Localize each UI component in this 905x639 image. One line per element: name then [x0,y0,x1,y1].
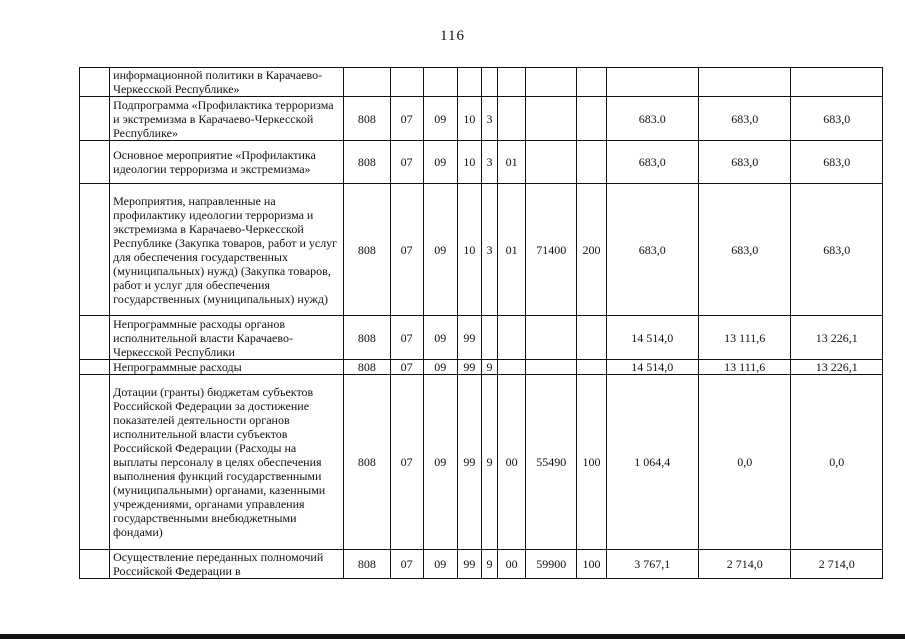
cell-year3: 683,0 [791,184,883,316]
cell-cs3 [498,360,526,375]
cell-vr: 100 [577,375,606,550]
row-name: Подпрограмма «Профилактика терроризма и экстремизма в Карачаево-Черкесской Республике» [110,97,344,141]
cell-year1: 14 514,0 [606,360,698,375]
cell-rz: 07 [390,97,423,141]
row-name: Дотации (гранты) бюджетам субъектов Российской Федерации за достижение показателей деятельности органов исполнительной власти субъектов Российской Федерации (Расходы на выплаты персоналу в целях обеспечения выполнения функций государственными (муниципальными) органами, казенными учреждениями, органами управления государственными внебюджетными фондами) [110,375,344,550]
cell-rz: 07 [390,184,423,316]
cell-year3: 683,0 [791,97,883,141]
cell-rz [390,68,423,97]
cell-cs2: 3 [481,97,497,141]
cell-cs4 [526,141,577,184]
cell-year3 [791,68,883,97]
cell-vr [577,360,606,375]
cell-gr [344,68,390,97]
cell-cs2 [481,316,497,360]
row-name: Непрограммные расходы органов исполнительной власти Карачаево-Черкесской Республики [110,316,344,360]
cell-year1: 683,0 [606,184,698,316]
cell-cs4 [526,360,577,375]
cell-gr: 808 [344,360,390,375]
cell-cs3: 01 [498,184,526,316]
cell-cs2: 3 [481,141,497,184]
cell-year2: 683,0 [698,141,790,184]
cell-year3: 0,0 [791,375,883,550]
cell-pr: 09 [423,360,457,375]
row-name: Основное мероприятие «Профилактика идеологии терроризма и экстремизма» [110,141,344,184]
cell-vr [577,141,606,184]
cell-cs1: 99 [457,550,481,579]
cell-cs2 [481,68,497,97]
cell-year1: 14 514,0 [606,316,698,360]
table-row [80,68,883,97]
row-name: Осуществление переданных полномочий Российской Федерации в [110,550,344,579]
page-number: 116 [440,28,465,44]
cell-year1: 1 064,4 [606,375,698,550]
row-name: информационной политики в Карачаево-Черкесской Республике» [110,68,344,97]
table-row [80,97,883,141]
cell-year2: 13 111,6 [698,316,790,360]
cell-year3: 2 714,0 [791,550,883,579]
row-name: Непрограммные расходы [110,360,344,375]
cell-cs3: 00 [498,375,526,550]
cell-pr: 09 [423,184,457,316]
cell-pr: 09 [423,97,457,141]
cell-year2: 13 111,6 [698,360,790,375]
cell-year3: 683,0 [791,141,883,184]
cell-cs3: 01 [498,141,526,184]
cell-cs2: 9 [481,375,497,550]
scan-bottom-edge [0,634,905,639]
cell-rz: 07 [390,141,423,184]
table-row [80,550,883,579]
cell-pr: 09 [423,550,457,579]
cell-gr: 808 [344,550,390,579]
cell-pr: 09 [423,375,457,550]
cell-cs4: 59900 [526,550,577,579]
cell-cs1: 99 [457,316,481,360]
cell-cs1: 10 [457,141,481,184]
cell-blank [80,68,110,97]
cell-vr [577,68,606,97]
cell-rz: 07 [390,550,423,579]
cell-vr [577,97,606,141]
cell-year2: 683,0 [698,184,790,316]
cell-cs4: 71400 [526,184,577,316]
cell-cs1: 99 [457,360,481,375]
table-row [80,375,883,550]
cell-vr: 100 [577,550,606,579]
cell-cs1 [457,68,481,97]
cell-cs1: 99 [457,375,481,550]
cell-cs4: 55490 [526,375,577,550]
cell-cs3: 00 [498,550,526,579]
cell-blank [80,550,110,579]
cell-cs3 [498,68,526,97]
cell-rz: 07 [390,375,423,550]
cell-year1 [606,68,698,97]
cell-blank [80,316,110,360]
table-body [80,68,883,579]
cell-year3: 13 226,1 [791,360,883,375]
cell-gr: 808 [344,141,390,184]
cell-cs2: 9 [481,360,497,375]
cell-year3: 13 226,1 [791,316,883,360]
cell-cs1: 10 [457,184,481,316]
table-row [80,316,883,360]
cell-cs2: 3 [481,184,497,316]
cell-pr: 09 [423,141,457,184]
row-name: Мероприятия, направленные на профилактику идеологии терроризма и экстремизма в Карачаево-Черкесской Республике (Закупка товаров, работ и услуг для обеспечения государственных (муниципальных) нужд) (Закупка товаров, работ и услуг для обеспечения государственных (муниципальных) нужд) [110,184,344,316]
cell-year2: 683,0 [698,97,790,141]
cell-year2: 2 714,0 [698,550,790,579]
cell-blank [80,97,110,141]
cell-cs1: 10 [457,97,481,141]
cell-vr [577,316,606,360]
cell-year2: 0,0 [698,375,790,550]
cell-pr: 09 [423,316,457,360]
cell-blank [80,375,110,550]
cell-gr: 808 [344,375,390,550]
cell-cs3 [498,97,526,141]
table-row [80,360,883,375]
table-row [80,184,883,316]
cell-gr: 808 [344,316,390,360]
cell-year2 [698,68,790,97]
table-row [80,141,883,184]
cell-year1: 683.0 [606,97,698,141]
cell-blank [80,360,110,375]
cell-cs4 [526,97,577,141]
cell-pr [423,68,457,97]
cell-vr: 200 [577,184,606,316]
cell-cs4 [526,316,577,360]
cell-gr: 808 [344,97,390,141]
cell-year1: 3 767,1 [606,550,698,579]
cell-rz: 07 [390,360,423,375]
cell-rz: 07 [390,316,423,360]
cell-blank [80,184,110,316]
cell-cs4 [526,68,577,97]
cell-year1: 683,0 [606,141,698,184]
cell-cs3 [498,316,526,360]
cell-cs2: 9 [481,550,497,579]
budget-table [79,67,883,579]
cell-blank [80,141,110,184]
cell-gr: 808 [344,184,390,316]
